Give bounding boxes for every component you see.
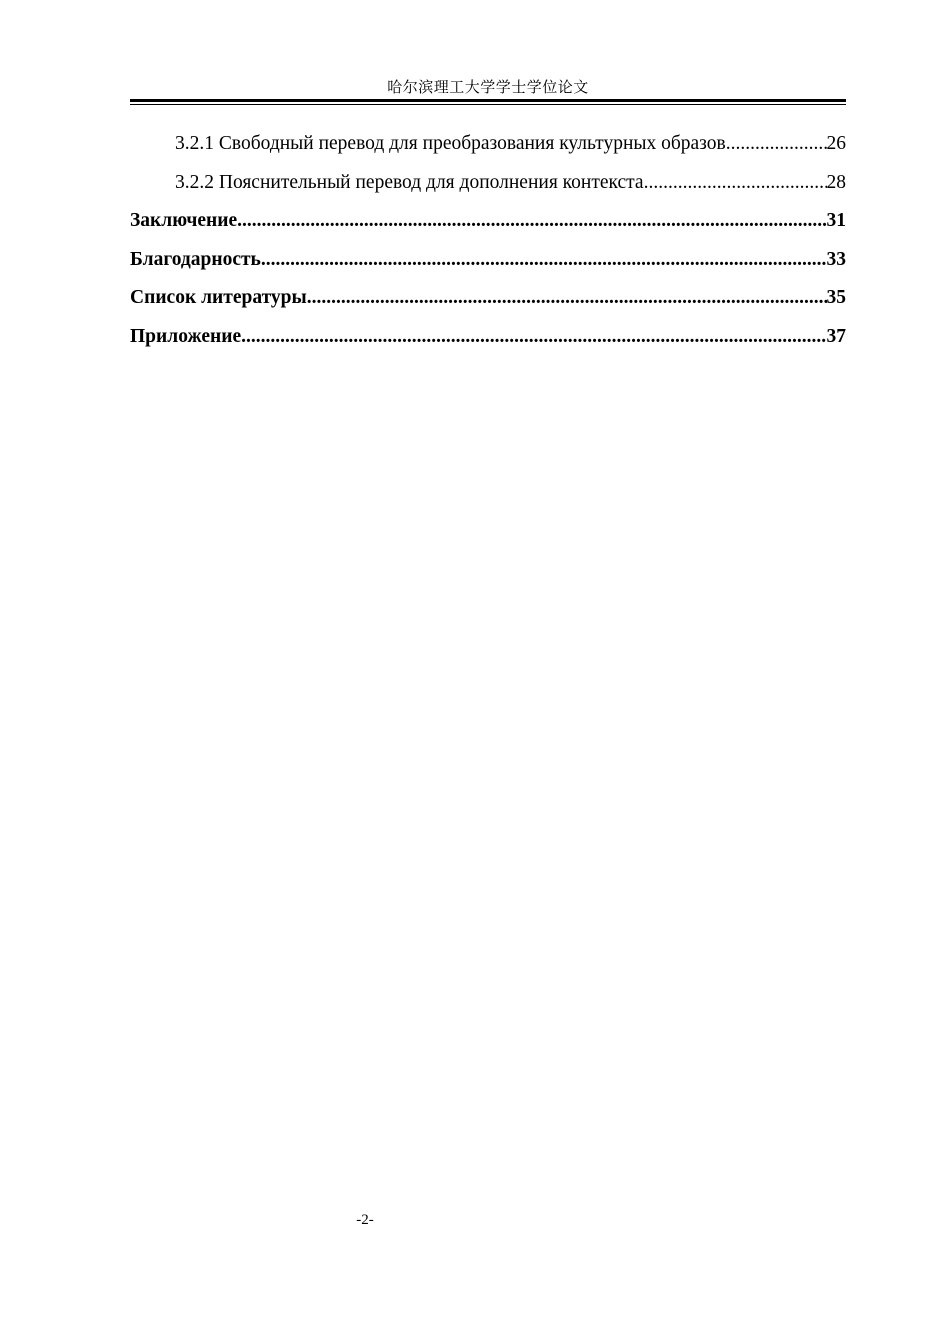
- toc-dot-leader: [644, 167, 827, 199]
- toc-entry-page: 37: [826, 325, 846, 347]
- toc-dot-leader: [307, 282, 827, 314]
- header-rule-thin: [130, 104, 846, 105]
- toc-dot-leader: [241, 321, 826, 353]
- header-rule-thick: [130, 99, 846, 102]
- toc-entry-title: Список литературы: [130, 287, 307, 308]
- header-rule: [130, 99, 846, 106]
- running-header: 哈尔滨理工大学学士学位论文: [387, 80, 589, 96]
- toc-entry-acknowledgements[interactable]: [130, 244, 846, 283]
- toc-entry-page: 28: [826, 171, 846, 193]
- toc-entry-page: 31: [826, 210, 846, 231]
- toc-entry-appendix[interactable]: [130, 321, 846, 360]
- toc-entry-3-2-1[interactable]: [130, 128, 846, 167]
- toc-dot-leader: [237, 205, 826, 237]
- toc-entry-page: 33: [826, 248, 846, 270]
- toc-entry-conclusion[interactable]: [130, 205, 846, 244]
- toc-entry-page: 35: [826, 287, 846, 308]
- toc-entry-references[interactable]: [130, 282, 846, 321]
- toc-entry-3-2-2[interactable]: [130, 167, 846, 206]
- toc-entry-title: Благодарность: [130, 248, 261, 270]
- toc-entry-title: 3.2.2 Пояснительный перевод для дополнения контекста: [175, 171, 644, 193]
- toc-entry-page: 26: [826, 133, 846, 154]
- table-of-contents: [130, 128, 846, 359]
- toc-dot-leader: [261, 244, 827, 276]
- toc-entry-title: Приложение: [130, 325, 242, 347]
- toc-entry-title: 3.2.1 Свободный перевод для преобразования культурных образов: [175, 133, 726, 154]
- toc-dot-leader: [726, 128, 827, 160]
- page-number: -2-: [356, 1212, 374, 1228]
- toc-entry-title: Заключение: [130, 210, 238, 231]
